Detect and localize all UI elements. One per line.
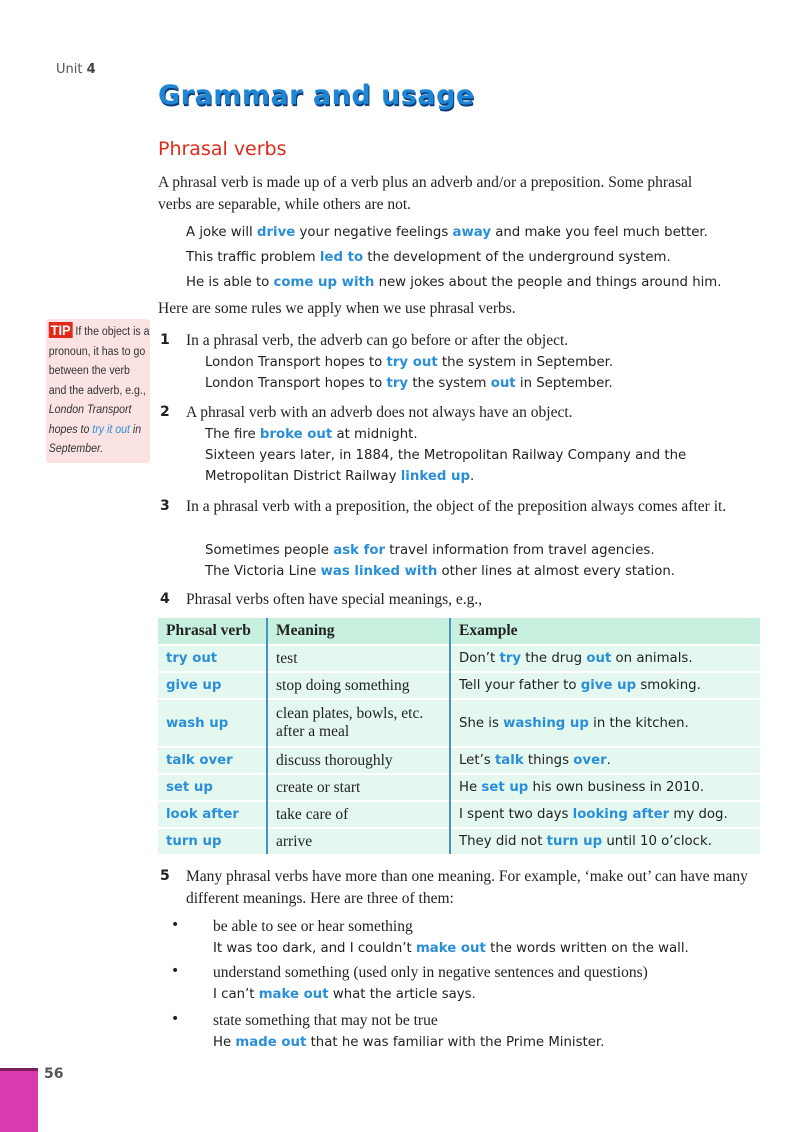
example-cell [450,672,760,699]
text-segment: This traffic problem [186,250,320,265]
phrasal-verb-highlight: try [499,651,522,666]
bullet-icon: • [171,1011,180,1027]
table-row [158,801,760,828]
rule-number: 2 [160,404,170,420]
tip-box [46,319,150,463]
phrasal-verb-cell: set up [158,774,267,801]
example-cell [450,828,760,854]
phrasal-verb-highlight: come up with [273,275,375,290]
table-row [158,645,760,672]
text-segment: at midnight. [332,427,418,442]
text-segment: The Victoria Line [205,564,321,579]
phrasal-verb-highlight: give up [580,678,637,693]
phrasal-verb-highlight: drive [256,225,296,240]
meaning-text: understand something (used only in negative sentences and questions) [213,964,648,981]
phrasal-verb-table [158,618,760,854]
tip-example-highlight: try it out [92,423,130,436]
phrasal-verb-highlight: washing up [503,715,589,731]
intro-paragraph: A phrasal verb is made up of a verb plus an adverb and/or a preposition. Some phrasal verbs are separable, while others are not. [158,174,693,213]
phrasal-verb-highlight: linked up [400,469,470,484]
column-header: Example [450,618,760,645]
text-segment: I can’t [213,987,259,1002]
text-segment: my dog. [669,807,728,822]
rule-text: A phrasal verb with an adverb does not always have an object. [186,404,573,421]
example-cell [450,645,760,672]
phrasal-verb-highlight: over [573,753,607,768]
text-segment: Sometimes people [205,543,334,558]
text-segment: It was too dark, and I couldn’t [213,941,416,956]
meaning-cell: discuss thoroughly [267,747,450,774]
phrasal-verb-cell: look after [158,801,267,828]
phrasal-verb-cell: try out [158,645,267,672]
text-segment: He [213,1035,236,1050]
phrasal-verb-cell: turn up [158,828,267,854]
example-sentence [186,220,722,245]
text-segment: Metropolitan District Railway [205,469,401,484]
text-segment: travel information from travel agencies. [385,543,655,558]
page-color-bar [0,1068,38,1132]
rule-examples [205,540,675,582]
example-sentence [205,352,613,373]
text-segment: that he was familiar with the Prime Minister. [306,1035,605,1050]
text-segment: on animals. [611,651,693,666]
table-row [158,747,760,774]
example-sentence [205,540,675,561]
meaning-cell: arrive [267,828,450,854]
text-segment: the drug [521,651,587,666]
example-sentence [205,445,686,466]
example-sentence [205,466,686,487]
phrasal-verb-highlight: set up [481,780,529,795]
text-segment: and make you feel much better. [491,225,708,240]
phrasal-verb-highlight: ask for [333,543,386,558]
phrasal-verb-highlight: made out [235,1035,307,1050]
meaning-text: be able to see or hear something [213,918,413,935]
text-segment: his own business in 2010. [528,780,705,795]
phrasal-verb-highlight: try [386,376,409,391]
phrasal-verb-highlight: was linked with [320,564,438,579]
bullet-icon: • [171,963,180,979]
example-sentence [205,424,686,445]
text-segment: He is able to [186,275,274,290]
phrasal-verb-highlight: make out [415,941,486,956]
rule-examples [205,424,686,487]
bullet-icon: • [171,917,180,933]
text-segment: the system [408,376,491,391]
text-segment: A joke will [186,225,257,240]
rules-intro: Here are some rules we apply when we use phrasal verbs. [158,300,516,317]
text-segment: new jokes about the people and things around him. [374,275,722,290]
tip-example-end: in September. [48,423,142,455]
rule-text: In a phrasal verb, the adverb can go before or after the object. [186,332,569,349]
phrasal-verb-cell: give up [158,672,267,699]
table-row [158,672,760,699]
text-segment: in September. [515,376,613,391]
tip-example: London Transport hopes to [48,404,132,436]
text-segment: the system in September. [437,355,614,370]
text-segment: until 10 o’clock. [602,834,712,849]
meaning-cell: stop doing something [267,672,450,699]
example-cell [450,774,760,801]
meaning-text: state something that may not be true [213,1012,438,1029]
text-segment: the words written on the wall. [485,941,689,956]
text-segment: . [469,469,475,484]
text-segment: London Transport hopes to [205,355,387,370]
meaning-cell: test [267,645,450,672]
page-title: Grammar and usage [158,80,475,111]
phrasal-verb-highlight: out [586,651,612,666]
section-heading: Phrasal verbs [158,138,287,160]
example-cell [450,801,760,828]
text-segment: smoking. [636,678,701,693]
rule-text: In a phrasal verb with a preposition, the object of the preposition always comes after it. [186,498,727,515]
rule-number: 3 [160,498,170,514]
phrasal-verb-highlight: broke out [259,427,333,442]
text-segment: Don’t [459,651,500,666]
text-segment: in the kitchen. [588,715,689,731]
tip-tag: TIP [50,322,71,338]
text-segment: other lines at almost every station. [437,564,675,579]
intro-examples [186,220,722,295]
text-segment: . [606,753,611,768]
text-segment: your negative feelings [295,225,453,240]
phrasal-verb-highlight: out [490,376,516,391]
table-row [158,828,760,854]
unit-label [56,62,96,77]
example-cell [450,699,760,747]
rule-number: 1 [160,332,170,348]
rule-number: 4 [160,591,170,607]
meaning-cell: take care of [267,801,450,828]
table-row [158,774,760,801]
phrasal-verb-highlight: talk [494,753,524,768]
example-cell [450,747,760,774]
text-segment: They did not [459,834,547,849]
text-segment: The fire [205,427,260,442]
text-segment: things [523,753,574,768]
example-sentence [213,1032,604,1053]
phrasal-verb-highlight: make out [258,987,329,1002]
example-sentence [213,938,689,959]
text-segment: Tell your father to [459,678,581,693]
text-segment: Let’s [459,753,495,768]
tip-text: If the object is a pronoun, it has to go between the verb and the adverb, e.g., [48,326,150,397]
text-segment: the development of the underground system. [363,250,671,265]
rule-text: Many phrasal verbs have more than one meaning. For example, ‘make out’ can have many different meanings. Here are three of them: [186,868,748,907]
unit-number: 4 [86,62,96,77]
rule-number: 5 [160,868,170,884]
example-sentence [213,984,476,1005]
page-number: 56 [44,1066,64,1082]
example-sentence [186,245,722,270]
phrasal-verb-cell: wash up [158,699,267,747]
meaning-cell: clean plates, bowls, etc. after a meal [267,699,450,747]
phrasal-verb-highlight: away [452,225,491,240]
table-row [158,699,760,747]
text-segment: what the article says. [328,987,476,1002]
table-header-row [158,618,760,645]
column-header: Meaning [267,618,450,645]
phrasal-verb-highlight: turn up [546,834,603,849]
column-header: Phrasal verb [158,618,267,645]
phrasal-verb-highlight: looking after [572,807,670,822]
text-segment: She is [459,715,504,731]
example-sentence [205,373,613,394]
rule-text: Phrasal verbs often have special meanings, e.g., [186,591,483,608]
text-segment: He [459,780,482,795]
example-sentence [205,561,675,582]
example-sentence [186,270,722,295]
phrasal-verb-highlight: try out [386,355,438,370]
rule-examples [205,352,613,394]
text-segment: Sixteen years later, in 1884, the Metropolitan Railway Company and the [205,448,687,463]
unit-text: Unit [56,62,83,77]
text-segment: London Transport hopes to [205,376,387,391]
phrasal-verb-cell: talk over [158,747,267,774]
phrasal-verb-highlight: led to [319,250,364,265]
text-segment: I spent two days [459,807,573,822]
meaning-cell: create or start [267,774,450,801]
